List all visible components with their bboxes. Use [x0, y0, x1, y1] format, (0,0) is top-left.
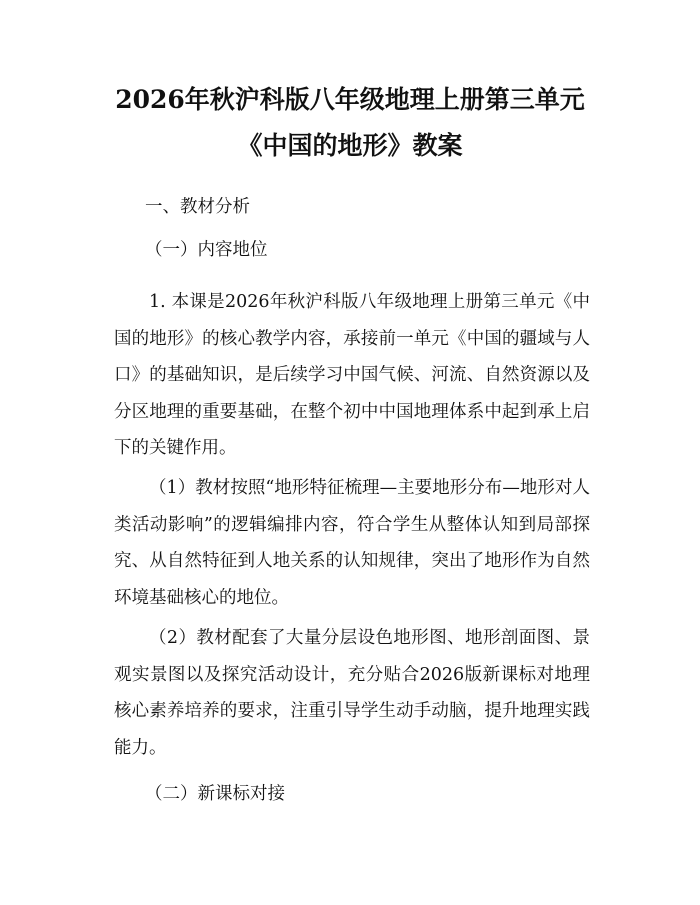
paragraph-course-position: 1. 本课是2026年秋沪科版八年级地理上册第三单元《中国的地形》的核心教学内容，承接前一单元《中国的疆域与人口》的基础知识，是后续学习中国气候、河流、自然资源以及分区地理的重要基础，在整个初中中国地理体系中起到承上启下的关键作用。: [114, 292, 590, 458]
document-title-line-2: 《中国的地形》教案: [237, 131, 463, 160]
subsection-heading-new-curriculum: （二）新课标对接: [145, 784, 285, 804]
section-heading-teaching-material-analysis: 一、教材分析: [145, 197, 250, 217]
document-title-line-1: 2026年秋沪科版八年级地理上册第三单元: [115, 85, 585, 114]
paragraph-content-arrangement: （1）教材按照“地形特征梳理—主要地形分布—地形对人类活动影响”的逻辑编排内容，符合学生从整体认知到局部探究、从自然特征到人地关系的认知规律，突出了地形作为自然环境基础核心的地位。: [114, 478, 590, 608]
paragraph-teaching-resources: （2）教材配套了大量分层设色地形图、地形剖面图、景观实景图以及探究活动设计，充分贴合2026版新课标对地理核心素养培养的要求，注重引导学生动手动脑，提升地理实践能力。: [114, 628, 590, 758]
subsection-heading-content-position: （一）内容地位: [145, 240, 268, 260]
